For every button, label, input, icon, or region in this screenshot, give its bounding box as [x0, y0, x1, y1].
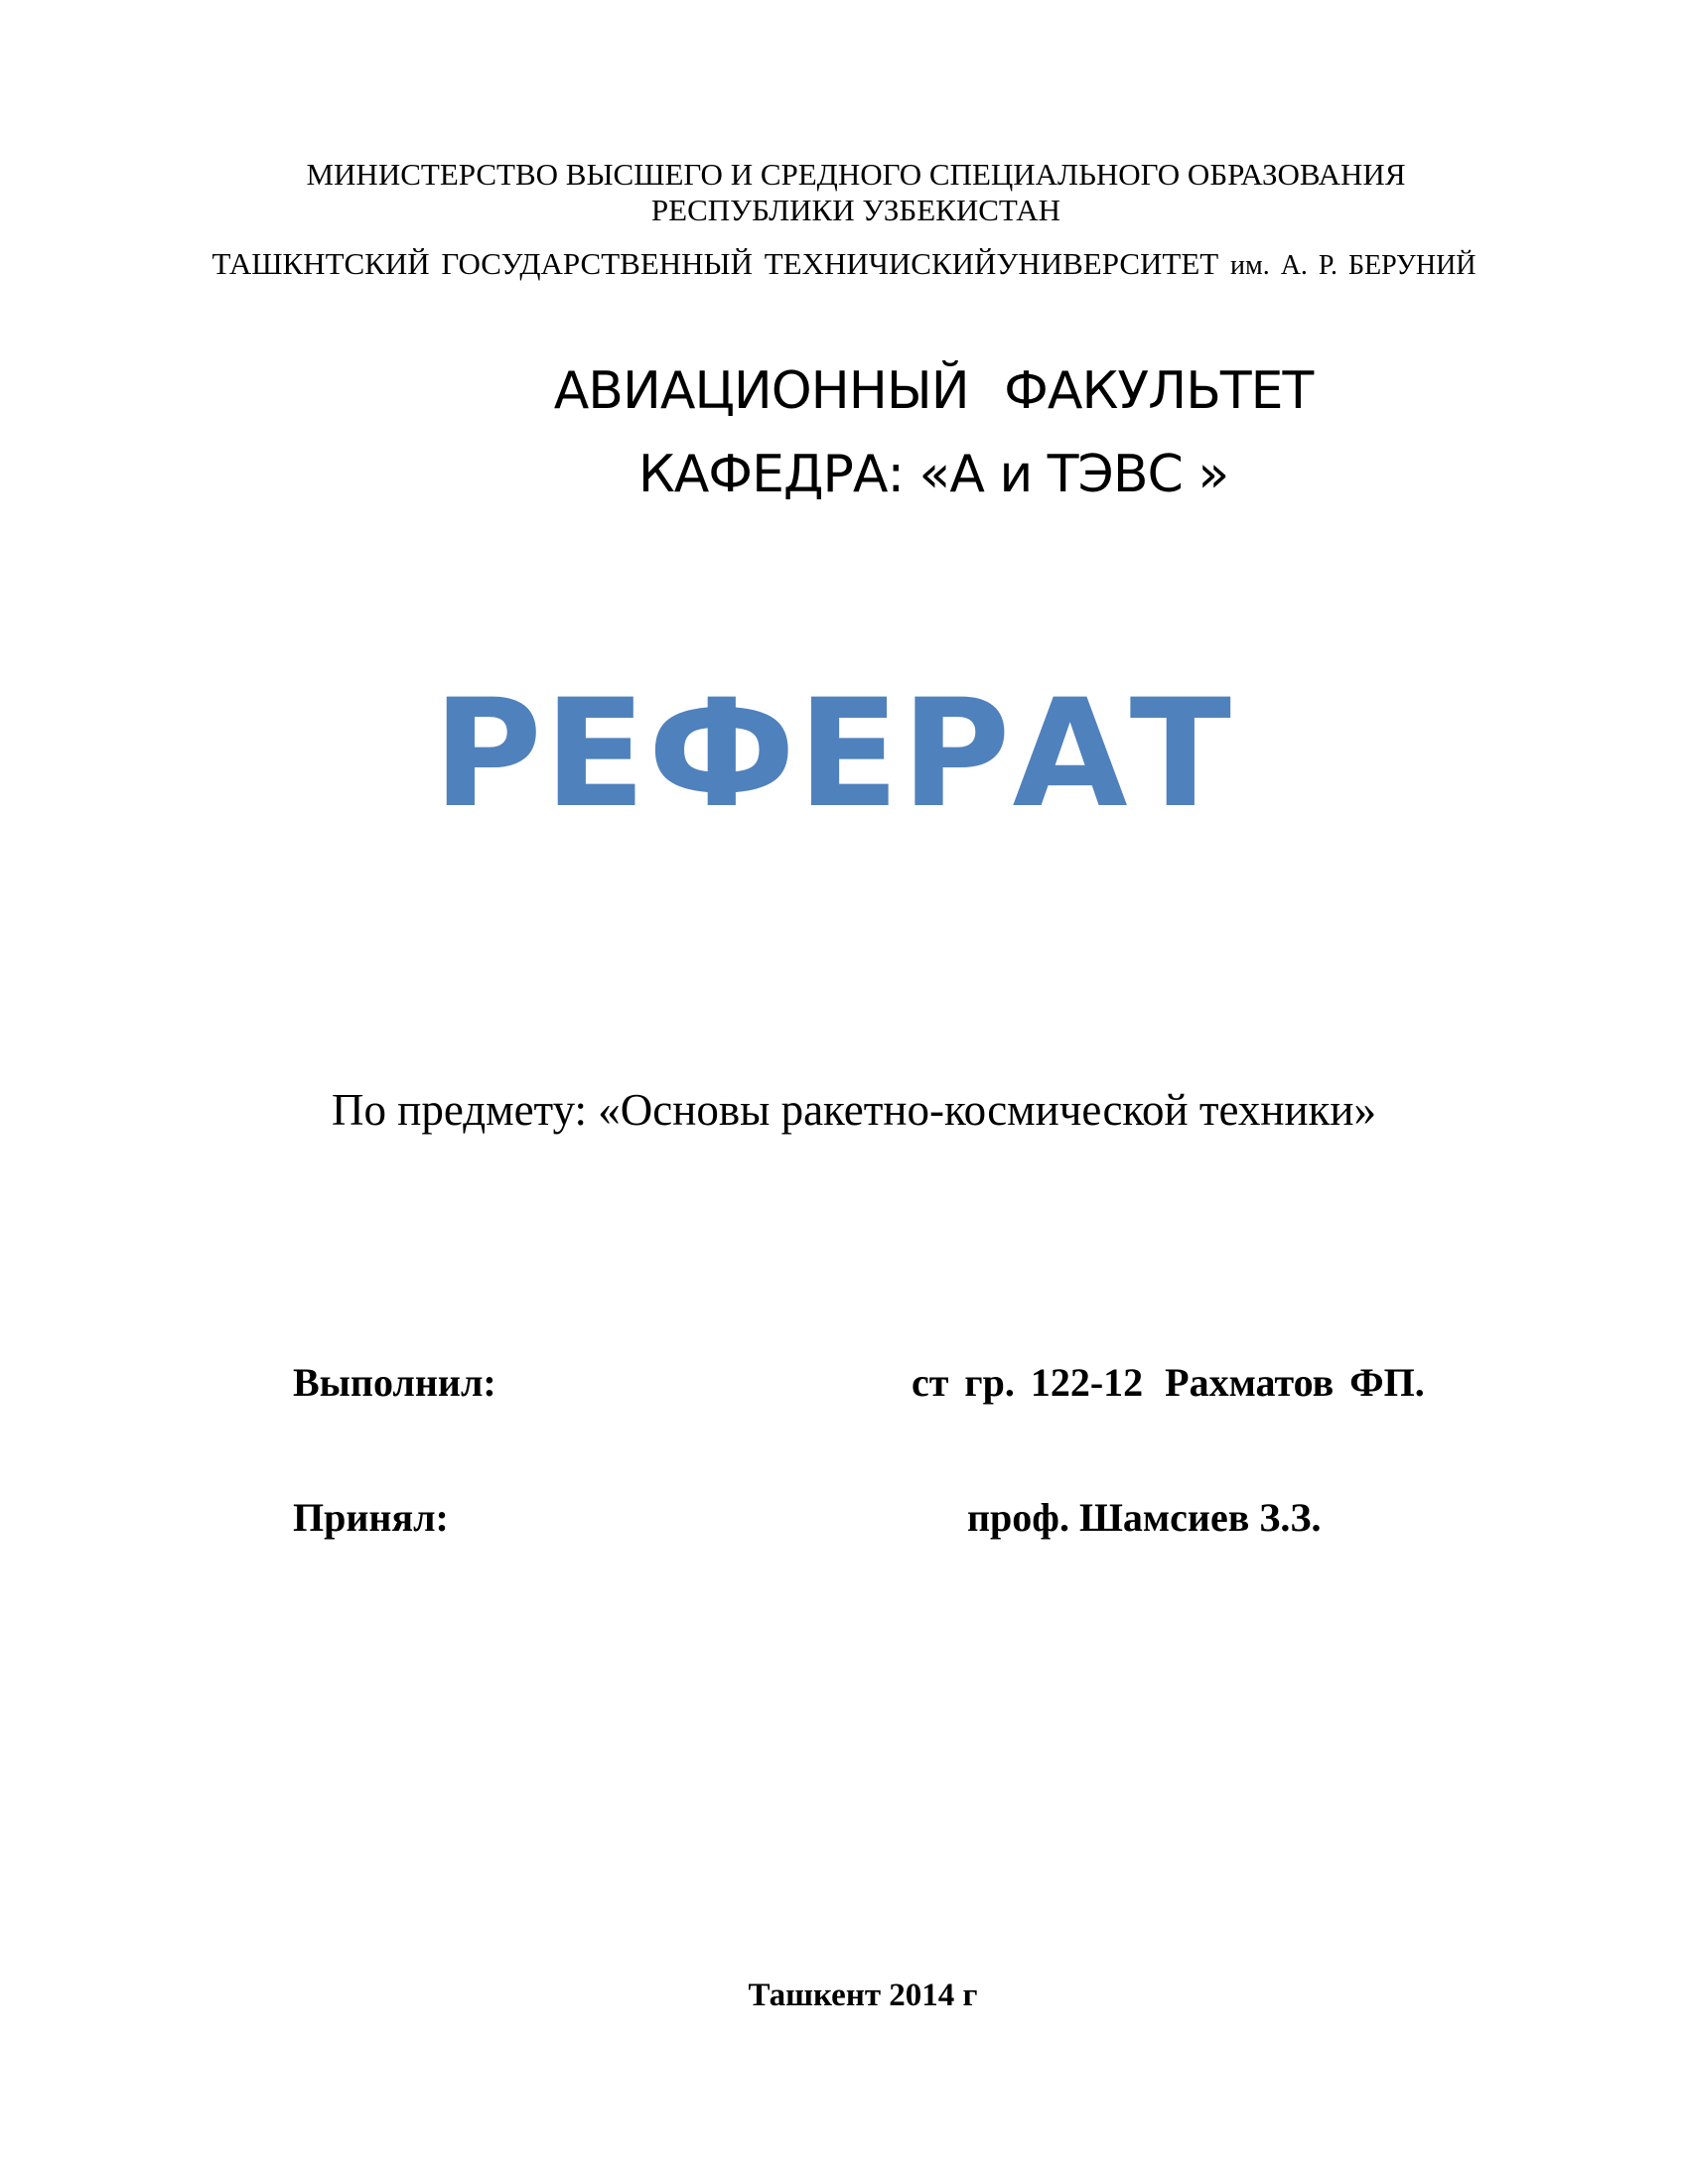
- performer-group: ст гр. 122-12: [912, 1360, 1144, 1405]
- faculty-name: АВИАЦИОННЫЙ ФАКУЛЬТЕТ: [553, 361, 1314, 421]
- place-year: Ташкент 2014 г: [748, 1978, 978, 2013]
- performer-name: Рахматов ФП.: [1165, 1360, 1425, 1405]
- document-title: РЕФЕРАТ: [433, 668, 1233, 841]
- subject-line: По предмету: «Основы ракетно-космической техники»: [332, 1085, 1376, 1135]
- performer-value: [912, 1358, 1425, 1408]
- university-name: ТАШКНТСКИЙ ГОСУДАРСТВЕННЫЙ ТЕХНИЧИСКИЙУНИВЕРСИТЕТ: [211, 246, 1230, 281]
- acceptor-label: Принял:: [293, 1495, 449, 1540]
- ministry-line-2: РЕСПУБЛИКИ УЗБЕКИСТАН: [650, 193, 1061, 227]
- acceptor-name: проф. Шамсиев З.З.: [967, 1495, 1322, 1540]
- department-name: КАФЕДРА: «А и ТЭВС »: [637, 445, 1229, 504]
- ministry-line-1: МИНИСТЕРСТВО ВЫСШЕГО И СРЕДНОГО СПЕЦИАЛЬНОГО ОБРАЗОВАНИЯ: [306, 157, 1406, 192]
- performer-label: Выполнил:: [293, 1360, 496, 1405]
- university-honorific: им. А. Р. БЕРУНИЙ: [1229, 250, 1477, 281]
- university-line: [0, 246, 1688, 284]
